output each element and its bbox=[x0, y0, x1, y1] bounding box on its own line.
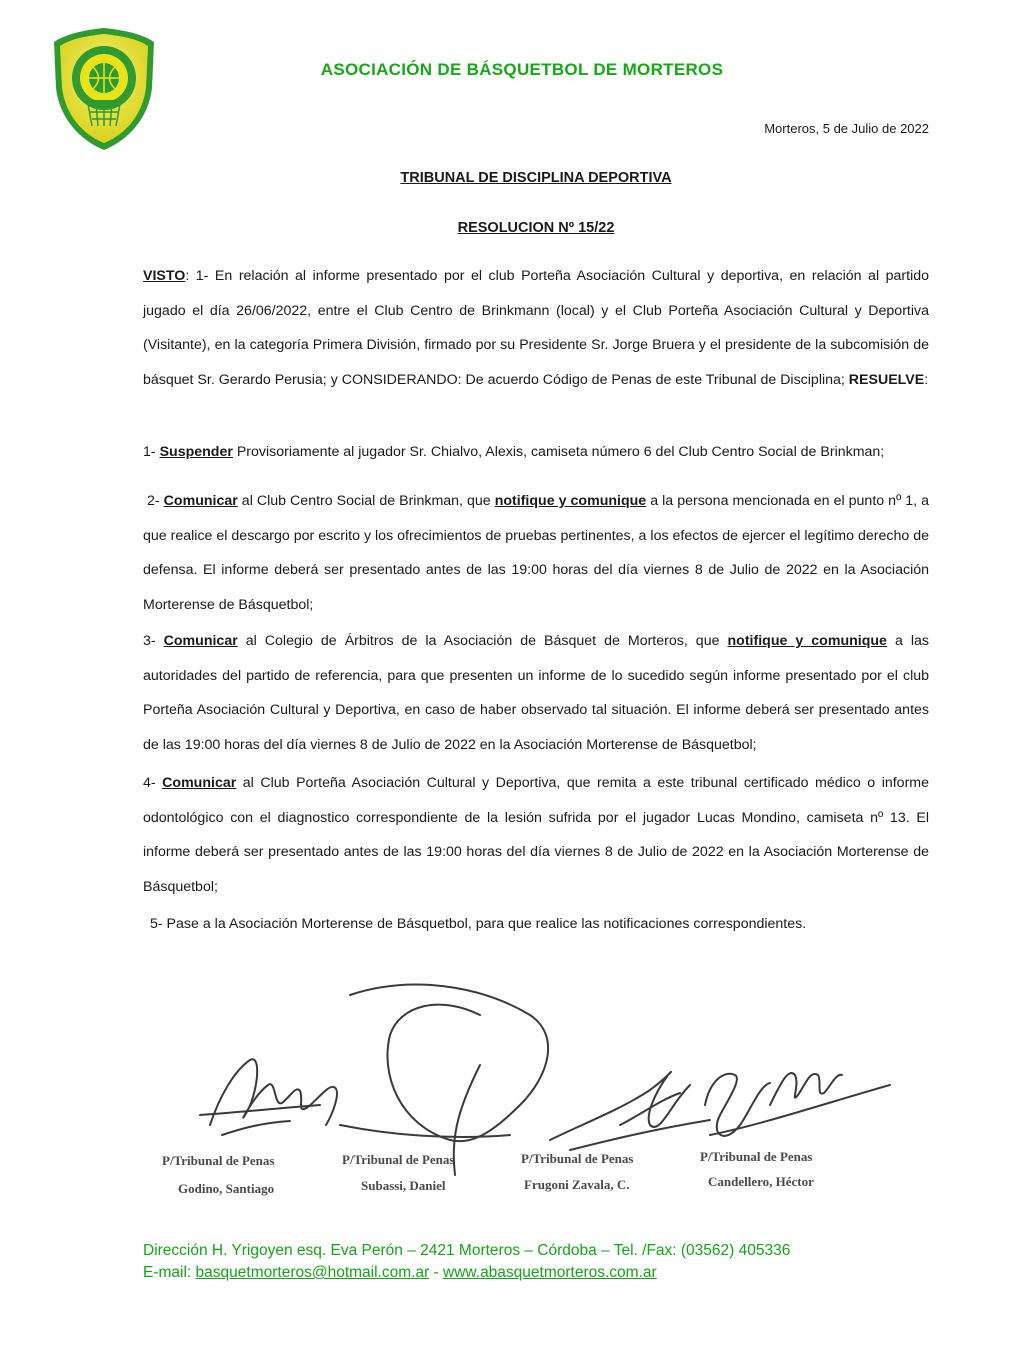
item-text: Provisoriamente al jugador Sr. Chialvo, Alexis, camiseta número 6 del Club Centro Social de Brinkman; bbox=[232, 444, 885, 460]
item-keyword: Comunicar bbox=[163, 493, 238, 509]
visto-text: : 1- En relación al informe presentado por el club Porteña Asociación Cultural y deportiva, en relación al partido jugado el día 26/06/2022, entre el Club Centro de Brinkmann (local) y el Club Porteña Asociación Cultural y Deportiva (Visitante), en la categoría Primera División, firmado por su Presidente Sr. Jorge Bruera y el presidente de la subcomisión de básquet Sr. Gerardo Perusia; y CONSIDERANDO: De acuerdo Código de Penas de este Tribunal de Disciplina; bbox=[143, 268, 929, 388]
signature-name-2: Subassi, Daniel bbox=[361, 1178, 446, 1193]
footer-contact bbox=[143, 1240, 790, 1284]
resuelve-colon: : bbox=[924, 371, 929, 388]
visto-paragraph bbox=[143, 259, 929, 397]
document-date: Morteros, 5 de Julio de 2022 bbox=[764, 121, 929, 136]
signature-role-4: P/Tribunal de Penas bbox=[700, 1149, 813, 1164]
resuelve-label: RESUELVE bbox=[848, 371, 925, 388]
email-link[interactable]: basquetmorteros@hotmail.com.ar bbox=[195, 1264, 430, 1281]
footer-email-line bbox=[143, 1262, 790, 1284]
resolution-item-4 bbox=[143, 766, 929, 904]
signature-name-4: Candellero, Héctor bbox=[708, 1174, 814, 1189]
item-number: 4- bbox=[143, 775, 163, 791]
item-text: al Colegio de Árbitros de la Asociación de Básquet de Morteros, que bbox=[237, 633, 728, 649]
signature-block bbox=[150, 975, 910, 1205]
tribunal-heading: TRIBUNAL DE DISCIPLINA DEPORTIVA bbox=[400, 170, 672, 186]
item-keyword: Comunicar bbox=[162, 775, 237, 791]
item-text-2: a la persona mencionada en el punto nº 1, a que realice el descargo por escrito y los ofrecimientos de pruebas pertinentes, a los efectos de ejercer el legítimo derecho de defensa. El informe deberá ser presentado antes de las 19:00 horas del día viernes 8 de Julio de 2022 en la Asociación Morterense de Básquetbol; bbox=[143, 493, 930, 613]
signature-name-1: Godino, Santiago bbox=[178, 1181, 275, 1196]
footer-address: Dirección H. Yrigoyen esq. Eva Perón – 2421 Morteros – Córdoba – Tel. /Fax: (03562) 405336 bbox=[143, 1242, 791, 1259]
item-keyword-2: notifique y comunique bbox=[727, 633, 887, 649]
resolution-item-5: 5- Pase a la Asociación Morterense de Básquetbol, para que realice las notificaciones correspondientes. bbox=[150, 916, 807, 932]
item-text: al Club Centro Social de Brinkman, que bbox=[237, 493, 495, 509]
item-keyword-2: notifique y comunique bbox=[494, 493, 647, 509]
handwritten-signatures bbox=[150, 975, 910, 1205]
item-number: 3- bbox=[143, 633, 164, 649]
website-link[interactable]: www.abasquetmorteros.com.ar bbox=[443, 1264, 657, 1281]
email-label: E-mail: bbox=[143, 1264, 196, 1281]
item-number: 2- bbox=[147, 493, 164, 509]
signature-role-3: P/Tribunal de Penas bbox=[521, 1151, 634, 1166]
item-text: al Club Porteña Asociación Cultural y Deportiva, que remita a este tribunal certificado médico o informe odontológico con el diagnostico correspondiente de la lesión sufrida por el jugador Lucas Mondino, camiseta nº 13. El informe deberá ser presentado antes de las 19:00 horas del día viernes 8 de Julio de 2022 en la Asociación Morterense de Básquetbol; bbox=[143, 775, 930, 895]
resolution-item-1 bbox=[143, 435, 929, 470]
association-logo bbox=[52, 26, 156, 152]
footer-separator: - bbox=[429, 1264, 444, 1281]
resolution-item-2 bbox=[143, 484, 929, 622]
item-keyword: Suspender bbox=[159, 444, 233, 460]
signature-role-1: P/Tribunal de Penas bbox=[162, 1153, 275, 1168]
visto-label: VISTO bbox=[143, 268, 186, 284]
resolution-item-3 bbox=[143, 624, 929, 762]
signature-name-3: Frugoni Zavala, C. bbox=[524, 1177, 630, 1192]
item-number: 1- bbox=[143, 444, 160, 460]
item-text-2: a las autoridades del partido de referencia, para que presenten un informe de lo sucedido según informe presentado por el club Porteña Asociación Cultural y Deportiva, en caso de haber observado tal situación. El informe deberá ser presentado antes de las 19:00 horas del día viernes 8 de Julio de 2022 en la Asociación Morterense de Básquetbol; bbox=[143, 633, 929, 753]
resolution-number: RESOLUCION Nº 15/22 bbox=[457, 220, 615, 236]
organization-title: ASOCIACIÓN DE BÁSQUETBOL DE MORTEROS bbox=[320, 60, 724, 79]
signature-role-2: P/Tribunal de Penas bbox=[342, 1152, 455, 1167]
item-keyword: Comunicar bbox=[163, 633, 238, 649]
